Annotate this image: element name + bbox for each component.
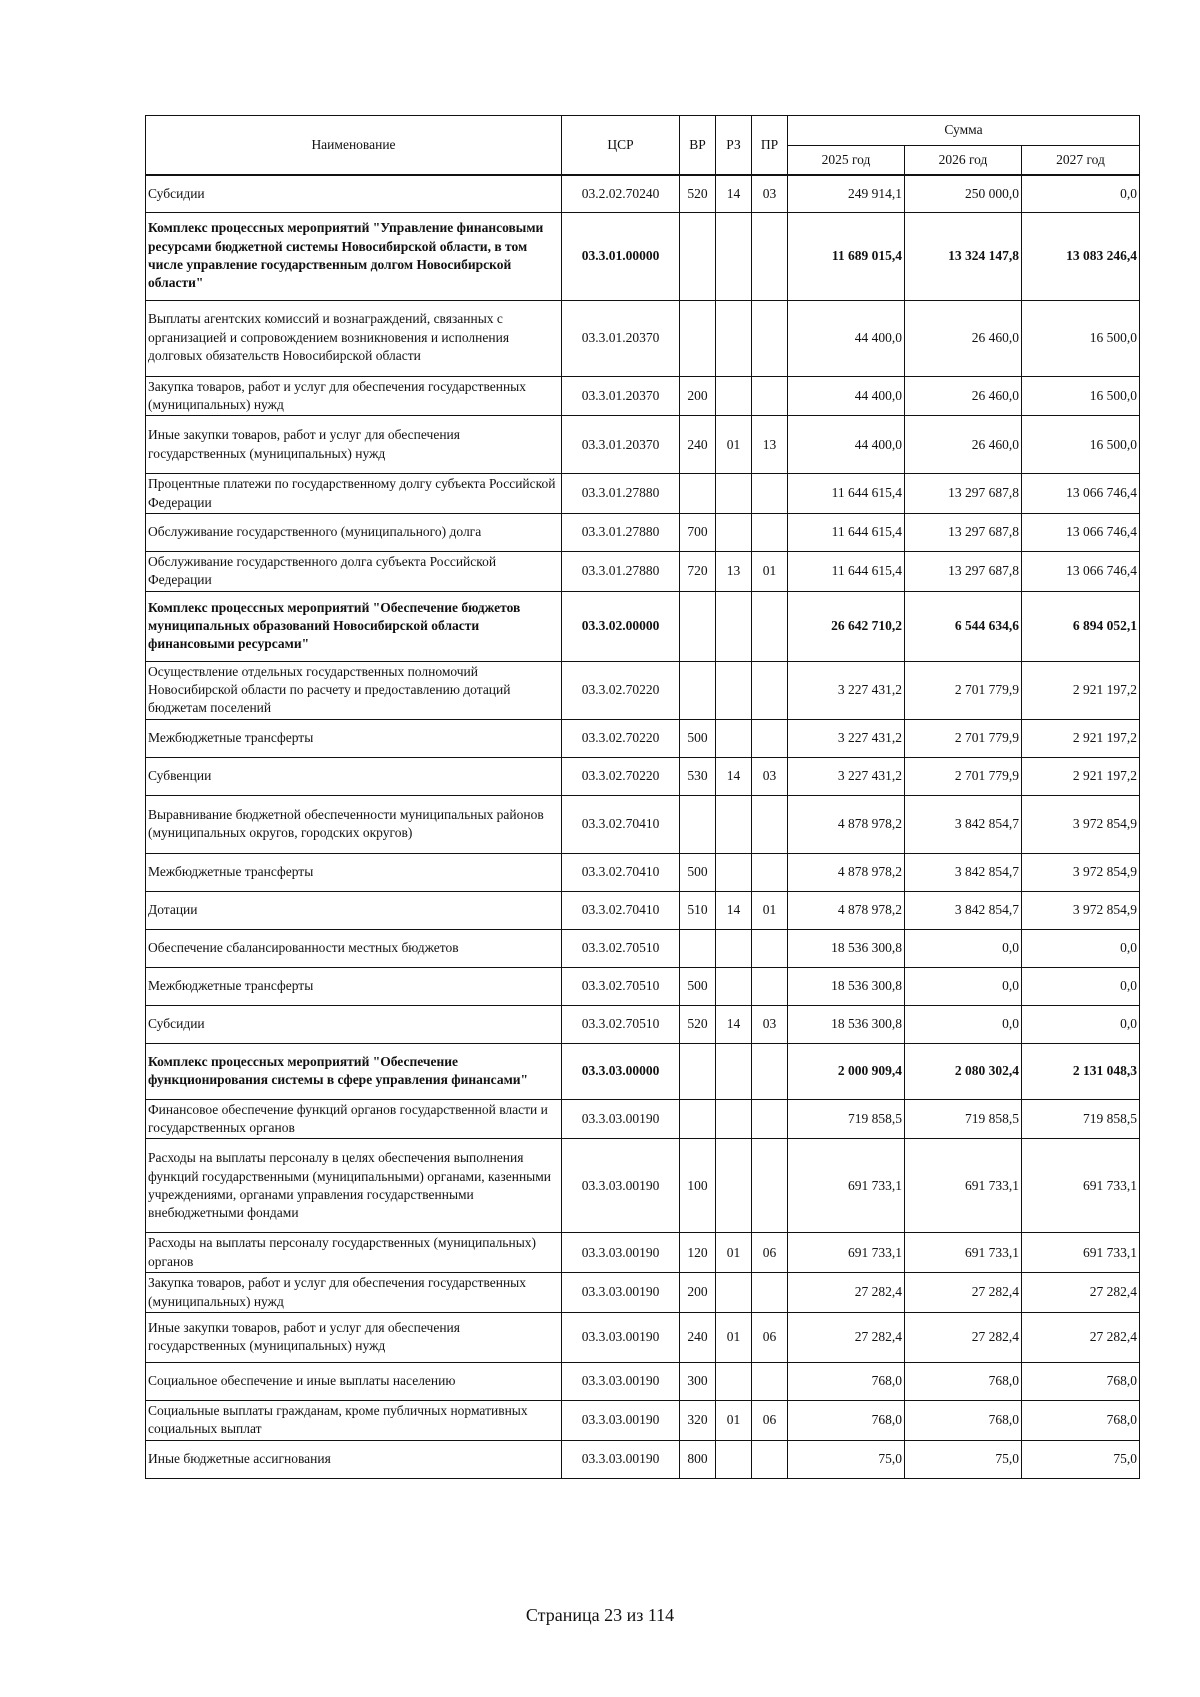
row-sum-2026: 0,0	[905, 1005, 1022, 1043]
row-sum-2026: 26 460,0	[905, 416, 1022, 474]
row-vr: 100	[680, 1139, 716, 1233]
row-pr	[752, 1440, 788, 1478]
table-row	[146, 474, 1140, 514]
row-sum-2025: 249 914,1	[788, 175, 905, 212]
row-pr: 03	[752, 757, 788, 795]
row-pr	[752, 719, 788, 757]
row-name: Межбюджетные трансферты	[146, 967, 562, 1005]
row-csr: 03.3.01.27880	[562, 513, 680, 551]
row-vr: 120	[680, 1233, 716, 1273]
table-row	[146, 1273, 1140, 1313]
row-sum-2027: 719 858,5	[1022, 1099, 1140, 1139]
row-pr: 03	[752, 1005, 788, 1043]
row-sum-2025: 75,0	[788, 1440, 905, 1478]
row-vr	[680, 929, 716, 967]
row-sum-2027: 13 083 246,4	[1022, 212, 1140, 300]
row-sum-2027: 691 733,1	[1022, 1233, 1140, 1273]
table-row	[146, 1099, 1140, 1139]
row-rz	[716, 929, 752, 967]
row-sum-2026: 768,0	[905, 1400, 1022, 1440]
row-sum-2027: 3 972 854,9	[1022, 891, 1140, 929]
row-sum-2027: 6 894 052,1	[1022, 591, 1140, 661]
row-sum-2026: 691 733,1	[905, 1233, 1022, 1273]
row-name: Социальные выплаты гражданам, кроме публичных нормативных социальных выплат	[146, 1400, 562, 1440]
row-rz	[716, 1043, 752, 1099]
row-name: Обеспечение сбалансированности местных бюджетов	[146, 929, 562, 967]
row-sum-2027: 13 066 746,4	[1022, 513, 1140, 551]
row-rz	[716, 719, 752, 757]
row-rz: 14	[716, 1005, 752, 1043]
row-pr: 01	[752, 891, 788, 929]
table-row	[146, 795, 1140, 853]
row-name: Расходы на выплаты персоналу в целях обеспечения выполнения функций государственными (муниципальными) органами, казенными учреждениями, органами управления государственными внебюджетными фондами	[146, 1139, 562, 1233]
row-sum-2026: 719 858,5	[905, 1099, 1022, 1139]
row-sum-2027: 0,0	[1022, 967, 1140, 1005]
table-row	[146, 1005, 1140, 1043]
row-sum-2026: 2 701 779,9	[905, 719, 1022, 757]
row-rz	[716, 853, 752, 891]
row-sum-2025: 18 536 300,8	[788, 967, 905, 1005]
row-vr: 530	[680, 757, 716, 795]
row-rz	[716, 376, 752, 416]
row-sum-2026: 13 297 687,8	[905, 551, 1022, 591]
row-name: Обслуживание государственного (муниципального) долга	[146, 513, 562, 551]
row-sum-2026: 13 297 687,8	[905, 474, 1022, 514]
row-csr: 03.3.02.70220	[562, 719, 680, 757]
row-csr: 03.3.01.00000	[562, 212, 680, 300]
header-year-2026: 2026 год	[905, 146, 1022, 176]
row-sum-2025: 4 878 978,2	[788, 853, 905, 891]
table-row	[146, 416, 1140, 474]
row-csr: 03.3.01.27880	[562, 551, 680, 591]
row-vr: 520	[680, 1005, 716, 1043]
row-name: Обслуживание государственного долга субъекта Российской Федерации	[146, 551, 562, 591]
row-pr	[752, 212, 788, 300]
row-name: Процентные платежи по государственному долгу субъекта Российской Федерации	[146, 474, 562, 514]
row-pr	[752, 591, 788, 661]
row-vr	[680, 1099, 716, 1139]
row-vr: 720	[680, 551, 716, 591]
table-row	[146, 1400, 1140, 1440]
row-rz	[716, 474, 752, 514]
table-row	[146, 1233, 1140, 1273]
row-sum-2025: 27 282,4	[788, 1312, 905, 1362]
row-vr: 200	[680, 1273, 716, 1313]
row-pr	[752, 1139, 788, 1233]
row-csr: 03.3.03.00190	[562, 1099, 680, 1139]
row-sum-2026: 2 701 779,9	[905, 661, 1022, 719]
row-sum-2027: 16 500,0	[1022, 416, 1140, 474]
row-sum-2026: 13 297 687,8	[905, 513, 1022, 551]
row-name: Закупка товаров, работ и услуг для обеспечения государственных (муниципальных) нужд	[146, 376, 562, 416]
row-pr	[752, 513, 788, 551]
row-sum-2026: 2 080 302,4	[905, 1043, 1022, 1099]
header-rz: РЗ	[716, 116, 752, 176]
row-sum-2027: 691 733,1	[1022, 1139, 1140, 1233]
table-row	[146, 1043, 1140, 1099]
row-csr: 03.3.02.70220	[562, 661, 680, 719]
row-sum-2025: 4 878 978,2	[788, 891, 905, 929]
row-sum-2026: 0,0	[905, 967, 1022, 1005]
row-name: Субсидии	[146, 1005, 562, 1043]
row-name: Межбюджетные трансферты	[146, 719, 562, 757]
row-sum-2025: 44 400,0	[788, 376, 905, 416]
header-csr: ЦСР	[562, 116, 680, 176]
row-sum-2027: 2 921 197,2	[1022, 757, 1140, 795]
row-vr	[680, 795, 716, 853]
row-csr: 03.3.02.70220	[562, 757, 680, 795]
table-row	[146, 1440, 1140, 1478]
table-row	[146, 1362, 1140, 1400]
row-name: Выплаты агентских комиссий и вознаграждений, связанных с организацией и сопровождением возникновения и исполнения долговых обязательств Новосибирской области	[146, 300, 562, 376]
table-row	[146, 967, 1140, 1005]
row-rz	[716, 1139, 752, 1233]
table-row	[146, 175, 1140, 212]
table-row	[146, 551, 1140, 591]
row-name: Иные бюджетные ассигнования	[146, 1440, 562, 1478]
header-vr: ВР	[680, 116, 716, 176]
row-sum-2025: 44 400,0	[788, 300, 905, 376]
table-row	[146, 719, 1140, 757]
row-vr: 500	[680, 967, 716, 1005]
row-pr	[752, 929, 788, 967]
row-pr	[752, 1099, 788, 1139]
row-csr: 03.3.01.27880	[562, 474, 680, 514]
row-sum-2027: 0,0	[1022, 175, 1140, 212]
row-sum-2026: 3 842 854,7	[905, 853, 1022, 891]
row-name: Выравнивание бюджетной обеспеченности муниципальных районов (муниципальных округов, городских округов)	[146, 795, 562, 853]
row-pr: 06	[752, 1233, 788, 1273]
row-sum-2025: 26 642 710,2	[788, 591, 905, 661]
row-pr: 03	[752, 175, 788, 212]
row-sum-2027: 768,0	[1022, 1400, 1140, 1440]
row-pr: 13	[752, 416, 788, 474]
row-csr: 03.3.03.00190	[562, 1312, 680, 1362]
row-vr: 320	[680, 1400, 716, 1440]
row-name: Комплекс процессных мероприятий "Управление финансовыми ресурсами бюджетной системы Новосибирской области, в том числе управление государственным долгом Новосибирской области"	[146, 212, 562, 300]
row-rz: 14	[716, 175, 752, 212]
row-sum-2025: 4 878 978,2	[788, 795, 905, 853]
row-name: Дотации	[146, 891, 562, 929]
row-name: Расходы на выплаты персоналу государственных (муниципальных) органов	[146, 1233, 562, 1273]
row-name: Социальное обеспечение и иные выплаты населению	[146, 1362, 562, 1400]
table-row	[146, 1139, 1140, 1233]
row-sum-2026: 75,0	[905, 1440, 1022, 1478]
row-sum-2027: 27 282,4	[1022, 1273, 1140, 1313]
row-name: Осуществление отдельных государственных полномочий Новосибирской области по расчету и предоставлению дотаций бюджетам поселений	[146, 661, 562, 719]
table-header	[146, 116, 1140, 176]
row-vr: 240	[680, 1312, 716, 1362]
header-pr: ПР	[752, 116, 788, 176]
row-sum-2025: 768,0	[788, 1400, 905, 1440]
row-sum-2025: 2 000 909,4	[788, 1043, 905, 1099]
row-rz: 13	[716, 551, 752, 591]
row-sum-2026: 3 842 854,7	[905, 891, 1022, 929]
row-sum-2027: 0,0	[1022, 929, 1140, 967]
row-sum-2026: 13 324 147,8	[905, 212, 1022, 300]
row-sum-2026: 27 282,4	[905, 1312, 1022, 1362]
row-pr	[752, 376, 788, 416]
row-csr: 03.3.02.70510	[562, 929, 680, 967]
row-rz: 14	[716, 891, 752, 929]
table-row	[146, 513, 1140, 551]
row-rz: 01	[716, 416, 752, 474]
table-row	[146, 757, 1140, 795]
row-rz	[716, 212, 752, 300]
table-body	[146, 175, 1140, 1478]
row-pr	[752, 300, 788, 376]
row-csr: 03.3.03.00190	[562, 1139, 680, 1233]
row-sum-2027: 75,0	[1022, 1440, 1140, 1478]
row-csr: 03.2.02.70240	[562, 175, 680, 212]
row-vr: 200	[680, 376, 716, 416]
row-sum-2027: 27 282,4	[1022, 1312, 1140, 1362]
row-vr	[680, 474, 716, 514]
row-vr: 240	[680, 416, 716, 474]
row-sum-2025: 18 536 300,8	[788, 929, 905, 967]
row-vr: 520	[680, 175, 716, 212]
row-rz	[716, 661, 752, 719]
row-vr: 300	[680, 1362, 716, 1400]
row-sum-2027: 13 066 746,4	[1022, 551, 1140, 591]
row-vr	[680, 1043, 716, 1099]
row-sum-2025: 3 227 431,2	[788, 719, 905, 757]
row-sum-2027: 13 066 746,4	[1022, 474, 1140, 514]
row-rz	[716, 1440, 752, 1478]
row-csr: 03.3.02.00000	[562, 591, 680, 661]
table-row	[146, 929, 1140, 967]
row-rz	[716, 1273, 752, 1313]
row-csr: 03.3.01.20370	[562, 376, 680, 416]
row-sum-2027: 16 500,0	[1022, 300, 1140, 376]
page-number: Страница 23 из 114	[525, 1605, 675, 1625]
row-csr: 03.3.03.00190	[562, 1400, 680, 1440]
row-name: Закупка товаров, работ и услуг для обеспечения государственных (муниципальных) нужд	[146, 1273, 562, 1313]
row-rz	[716, 300, 752, 376]
row-rz	[716, 1362, 752, 1400]
row-sum-2026: 27 282,4	[905, 1273, 1022, 1313]
table-row	[146, 1312, 1140, 1362]
row-sum-2026: 3 842 854,7	[905, 795, 1022, 853]
row-vr	[680, 212, 716, 300]
row-vr: 800	[680, 1440, 716, 1478]
row-sum-2025: 27 282,4	[788, 1273, 905, 1313]
row-name: Финансовое обеспечение функций органов государственной власти и государственных органов	[146, 1099, 562, 1139]
row-pr: 06	[752, 1400, 788, 1440]
row-csr: 03.3.01.20370	[562, 416, 680, 474]
table-row	[146, 661, 1140, 719]
row-sum-2027: 16 500,0	[1022, 376, 1140, 416]
row-rz	[716, 591, 752, 661]
row-pr	[752, 853, 788, 891]
row-name: Субвенции	[146, 757, 562, 795]
row-sum-2025: 11 644 615,4	[788, 551, 905, 591]
row-pr	[752, 661, 788, 719]
row-pr	[752, 1273, 788, 1313]
table-row	[146, 853, 1140, 891]
row-sum-2026: 0,0	[905, 929, 1022, 967]
row-sum-2026: 26 460,0	[905, 376, 1022, 416]
row-sum-2026: 691 733,1	[905, 1139, 1022, 1233]
row-name: Субсидии	[146, 175, 562, 212]
row-sum-2025: 11 689 015,4	[788, 212, 905, 300]
row-vr: 700	[680, 513, 716, 551]
row-sum-2027: 2 921 197,2	[1022, 661, 1140, 719]
table-row	[146, 891, 1140, 929]
row-name: Межбюджетные трансферты	[146, 853, 562, 891]
row-pr	[752, 1362, 788, 1400]
row-vr	[680, 300, 716, 376]
row-sum-2026: 768,0	[905, 1362, 1022, 1400]
row-vr: 500	[680, 853, 716, 891]
row-vr	[680, 591, 716, 661]
row-csr: 03.3.02.70510	[562, 1005, 680, 1043]
row-csr: 03.3.03.00190	[562, 1273, 680, 1313]
row-sum-2027: 768,0	[1022, 1362, 1140, 1400]
row-sum-2026: 250 000,0	[905, 175, 1022, 212]
table-row	[146, 300, 1140, 376]
header-sum: Сумма	[788, 116, 1140, 146]
row-csr: 03.3.03.00190	[562, 1440, 680, 1478]
row-rz	[716, 1099, 752, 1139]
row-csr: 03.3.02.70510	[562, 967, 680, 1005]
row-rz: 01	[716, 1233, 752, 1273]
row-vr: 500	[680, 719, 716, 757]
row-sum-2025: 719 858,5	[788, 1099, 905, 1139]
header-year-2025: 2025 год	[788, 146, 905, 176]
row-csr: 03.3.01.20370	[562, 300, 680, 376]
table-row	[146, 591, 1140, 661]
row-pr: 01	[752, 551, 788, 591]
table-row	[146, 376, 1140, 416]
row-sum-2027: 3 972 854,9	[1022, 795, 1140, 853]
row-vr: 510	[680, 891, 716, 929]
row-pr	[752, 1043, 788, 1099]
header-name: Наименование	[146, 116, 562, 176]
row-csr: 03.3.03.00000	[562, 1043, 680, 1099]
header-year-2027: 2027 год	[1022, 146, 1140, 176]
row-sum-2026: 26 460,0	[905, 300, 1022, 376]
row-sum-2025: 3 227 431,2	[788, 661, 905, 719]
row-name: Комплекс процессных мероприятий "Обеспечение бюджетов муниципальных образований Новосибирской области финансовыми ресурсами"	[146, 591, 562, 661]
row-sum-2025: 11 644 615,4	[788, 474, 905, 514]
row-sum-2025: 18 536 300,8	[788, 1005, 905, 1043]
row-csr: 03.3.03.00190	[562, 1362, 680, 1400]
row-sum-2027: 2 131 048,3	[1022, 1043, 1140, 1099]
row-sum-2025: 44 400,0	[788, 416, 905, 474]
row-pr	[752, 795, 788, 853]
row-rz	[716, 513, 752, 551]
row-sum-2025: 691 733,1	[788, 1139, 905, 1233]
row-pr: 06	[752, 1312, 788, 1362]
row-vr	[680, 661, 716, 719]
row-sum-2026: 2 701 779,9	[905, 757, 1022, 795]
row-csr: 03.3.02.70410	[562, 891, 680, 929]
row-rz: 01	[716, 1400, 752, 1440]
row-rz	[716, 795, 752, 853]
budget-table	[145, 115, 1140, 1479]
row-sum-2025: 3 227 431,2	[788, 757, 905, 795]
row-sum-2027: 0,0	[1022, 1005, 1140, 1043]
row-rz: 01	[716, 1312, 752, 1362]
row-sum-2025: 691 733,1	[788, 1233, 905, 1273]
row-sum-2025: 11 644 615,4	[788, 513, 905, 551]
row-name: Иные закупки товаров, работ и услуг для обеспечения государственных (муниципальных) нужд	[146, 416, 562, 474]
row-name: Комплекс процессных мероприятий "Обеспечение функционирования системы в сфере управления финансами"	[146, 1043, 562, 1099]
row-name: Иные закупки товаров, работ и услуг для обеспечения государственных (муниципальных) нужд	[146, 1312, 562, 1362]
table-row	[146, 212, 1140, 300]
row-sum-2027: 2 921 197,2	[1022, 719, 1140, 757]
row-csr: 03.3.02.70410	[562, 795, 680, 853]
row-sum-2027: 3 972 854,9	[1022, 853, 1140, 891]
row-csr: 03.3.03.00190	[562, 1233, 680, 1273]
row-rz	[716, 967, 752, 1005]
row-pr	[752, 474, 788, 514]
row-sum-2025: 768,0	[788, 1362, 905, 1400]
row-pr	[752, 967, 788, 1005]
row-rz: 14	[716, 757, 752, 795]
row-csr: 03.3.02.70410	[562, 853, 680, 891]
row-sum-2026: 6 544 634,6	[905, 591, 1022, 661]
